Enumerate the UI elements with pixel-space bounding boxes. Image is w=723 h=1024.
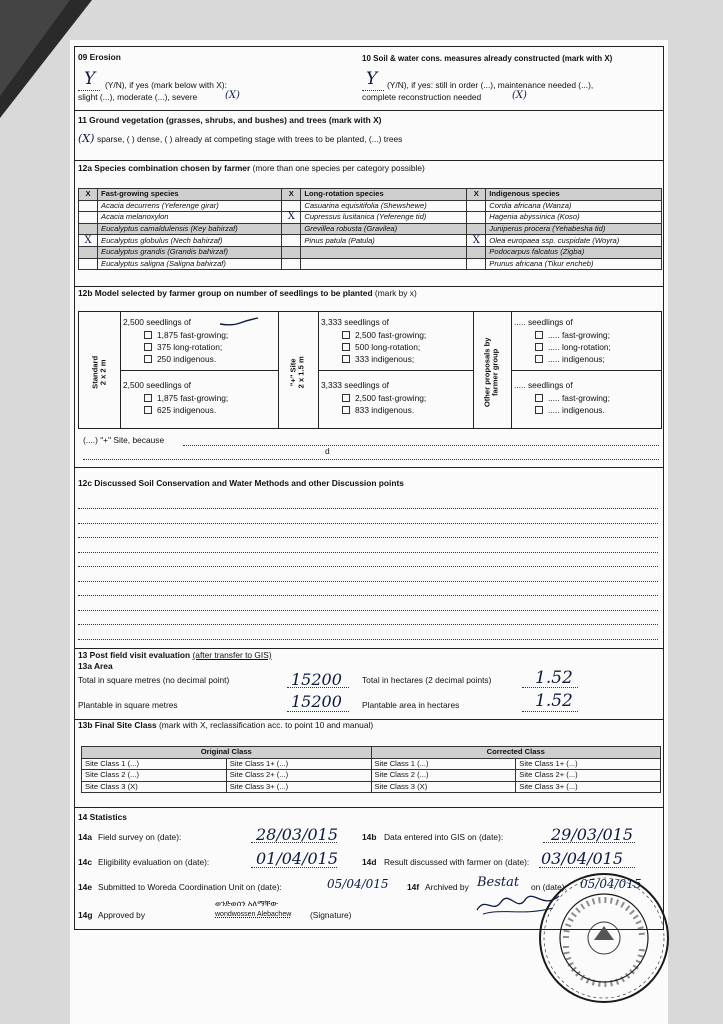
ground-vegetation-title: 11 Ground vegetation (grasses, shrubs, and bushes) and trees (mark with X) [78, 115, 382, 125]
model-other-options [511, 312, 661, 428]
erosion-yn-value: Y [84, 69, 96, 89]
discussion-line[interactable] [78, 508, 658, 509]
stat-b-label: Data entered into GIS on (date): [384, 832, 504, 842]
species-long-name: Pinus patula (Patula) [301, 235, 467, 247]
area-title: 13a Area [78, 661, 113, 671]
post-field-title-line: 13 Post field visit evaluation (after transfer to GIS) [78, 650, 272, 660]
ground-vegetation-options: sparse, ( ) dense, ( ) already at competing stage with trees to be planted, (...) trees [97, 134, 403, 144]
species-mark-long[interactable] [282, 258, 301, 270]
species-fast-name: Eucalyptus grandis (Grandis bahirzaf) [98, 246, 282, 258]
std-b-line1[interactable]: 1,875 fast-growing; [144, 394, 228, 404]
signature-label: (Signature) [310, 910, 352, 920]
statistics-title: 14 Statistics [78, 812, 127, 822]
species-mark-indigenous[interactable] [467, 246, 486, 258]
species-mark-fast[interactable]: X [79, 235, 98, 247]
model-because-label: (....) "+" Site, because [83, 435, 165, 445]
site-class-row [82, 781, 661, 793]
discussion-line[interactable] [78, 581, 658, 582]
stat-b-code: 14b [362, 832, 377, 842]
species-mark-fast[interactable] [79, 258, 98, 270]
species-mark-fast[interactable] [79, 246, 98, 258]
model-because-line-2[interactable] [83, 459, 659, 460]
original-site-class-cell[interactable]: Site Class 1 (...) [82, 758, 227, 770]
std-a-line3[interactable]: 250 indigenous. [144, 355, 216, 365]
species-fast-name: Eucalyptus globulus (Nech bahirzaf) [98, 235, 282, 247]
original-site-class-cell[interactable]: Site Class 3 (X) [82, 781, 227, 793]
original-site-class-cell[interactable]: Site Class 2 (...) [82, 770, 227, 782]
species-mark-indigenous[interactable]: X [467, 235, 486, 247]
stat-a-code: 14a [78, 832, 92, 842]
plantable-ha-label: Plantable area in hectares [362, 700, 460, 710]
model-standard-col [79, 312, 121, 428]
stat-e-code: 14e [78, 882, 92, 892]
plantable-sqm-value: 15200 [291, 692, 342, 711]
model-site-col [278, 312, 319, 428]
model-site-label: "+" Site 2 x 1.5 m [288, 356, 306, 389]
model-because-line[interactable] [183, 445, 659, 446]
species-mark-fast[interactable] [79, 223, 98, 235]
model-standard-options [120, 312, 279, 428]
stat-b-value: 29/03/015 [551, 825, 634, 844]
species-indigenous-name: Podocarpus falcatus (Zigba) [486, 246, 662, 258]
other-b-line2[interactable]: ..... indigenous. [535, 406, 605, 416]
stat-f-code: 14f [407, 882, 420, 892]
section-discussion [75, 467, 663, 647]
species-mark-long[interactable] [282, 235, 301, 247]
stat-g-label: Approved by [98, 910, 146, 920]
approver-amharic-name: ወንድወሰን አለማቸው [215, 899, 278, 908]
approver-name: wondwossen Alebachew [215, 911, 292, 918]
stat-f-name: Bestat [477, 875, 520, 890]
soil-water-line2: complete reconstruction needed [362, 92, 482, 102]
species-mark-long[interactable] [282, 200, 301, 212]
species-long-name: Grevillea robusta (Gravilea) [301, 223, 467, 235]
section-site-class [75, 719, 663, 806]
model-other-label: Other proposals by farmer group [482, 337, 500, 408]
species-indigenous-name: Cordia africana (Wanza) [486, 200, 662, 212]
species-indigenous-name: Hagenia abyssinica (Koso) [486, 212, 662, 224]
species-header-indigenous: Indigenous species [486, 189, 662, 201]
other-a-head: ..... seedlings of [514, 317, 573, 327]
soil-water-line1: (Y/N), if yes: still in order (...), maintenance needed (...), [387, 80, 594, 90]
species-long-name [301, 246, 467, 258]
species-mark-indigenous[interactable] [467, 258, 486, 270]
discussion-line[interactable] [78, 537, 658, 538]
species-mark-long[interactable]: X [282, 212, 301, 224]
other-a-line1[interactable]: ..... fast-growing; [535, 331, 610, 341]
soil-water-yn-value: Y [366, 69, 378, 89]
ground-vegetation-mark: (X) [78, 132, 95, 145]
plantable-sqm-label: Plantable in square metres [78, 700, 178, 710]
site-class-row [82, 770, 661, 782]
site-class-table [81, 746, 661, 793]
total-sqm-label: Total in square metres (no decimal point) [78, 675, 230, 685]
stat-g-code: 14g [78, 910, 93, 920]
discussion-line[interactable] [78, 624, 658, 625]
corrected-site-class-cell[interactable]: Site Class 3 (X) [371, 781, 516, 793]
erosion-title: 09 Erosion [78, 52, 121, 62]
stat-f-value: 05/04/015 [580, 877, 642, 891]
erosion-severe-mark: (X) [225, 90, 240, 101]
form-page [74, 46, 664, 930]
species-mark-indigenous[interactable] [467, 200, 486, 212]
original-site-class-cell[interactable]: Site Class 1+ (...) [226, 758, 371, 770]
species-fast-name: Acacia decurrens (Yeferenge girar) [98, 200, 282, 212]
site-a-head: 3,333 seedlings of [321, 317, 389, 327]
soil-water-reconstruction-mark: (X) [512, 90, 527, 101]
model-grid [78, 311, 662, 429]
site-class-title-line: 13b Final Site Class (mark with X, reclassification acc. to point 10 and manual) [78, 720, 374, 730]
other-b-line1[interactable]: ..... fast-growing; [535, 394, 610, 404]
section-ground-vegetation [75, 110, 663, 159]
discussion-line[interactable] [78, 566, 658, 567]
std-b-line2[interactable]: 625 indigenous. [144, 406, 216, 416]
official-seal-icon [536, 870, 672, 1006]
discussion-line[interactable] [78, 610, 658, 611]
discussion-line[interactable] [78, 595, 658, 596]
corrected-site-class-cell[interactable]: Site Class 2 (...) [371, 770, 516, 782]
soil-water-title: 10 Soil & water cons. measures already constructed (mark with X) [362, 54, 613, 63]
site-b-line2[interactable]: 833 indigenous. [342, 406, 414, 416]
species-mark-indigenous[interactable] [467, 212, 486, 224]
corrected-site-class-cell[interactable]: Site Class 2+ (...) [516, 770, 661, 782]
site-class-row [82, 758, 661, 770]
species-long-name [301, 258, 467, 270]
original-site-class-cell[interactable]: Site Class 3+ (...) [226, 781, 371, 793]
corrected-class-header: Corrected Class [371, 747, 661, 759]
stat-c-code: 14c [78, 857, 92, 867]
species-row [79, 212, 662, 224]
section-model [75, 286, 663, 466]
species-header-long: Long-rotation species [301, 189, 467, 201]
std-a-head: 2,500 seedlings of [123, 317, 191, 327]
species-indigenous-name: Juniperus procera (Yehabesha tid) [486, 223, 662, 235]
species-mark-indigenous[interactable] [467, 223, 486, 235]
total-ha-value: 1.52 [535, 668, 573, 688]
erosion-line2: slight (...), moderate (...), severe [78, 92, 198, 102]
stat-d-value: 03/04/015 [541, 849, 624, 868]
model-standard-label: Standard 2 x 2 m [90, 355, 108, 389]
species-fast-name: Acacia melanoxylon [98, 212, 282, 224]
species-header-x1: X [79, 189, 98, 201]
species-mark-long[interactable] [282, 223, 301, 235]
model-title-line: 12b Model selected by farmer group on number of seedlings to be planted (mark by x) [78, 288, 417, 298]
species-header-x3: X [467, 189, 486, 201]
species-long-name: Casuarina equisitifolia (Shewshewe) [301, 200, 467, 212]
model-because-mark: d [325, 446, 330, 456]
other-a-line3[interactable]: ..... indigenous; [535, 355, 605, 365]
species-header-fast: Fast-growing species [98, 189, 282, 201]
stat-c-label: Eligibility evaluation on (date): [98, 857, 210, 867]
plantable-ha-value: 1.52 [535, 691, 573, 711]
model-site-options [318, 312, 474, 428]
stat-f-label: Archived by [425, 882, 469, 892]
species-long-name: Cupressus lusitanica (Yeferenge tid) [301, 212, 467, 224]
species-mark-fast[interactable] [79, 212, 98, 224]
other-a-line2[interactable]: ..... long-rotation; [535, 343, 611, 353]
stat-d-label: Result discussed with farmer on (date): [384, 857, 530, 867]
species-indigenous-name: Prunus africana (Tikur encheb) [486, 258, 662, 270]
std-a-check-mark [218, 316, 260, 328]
site-a-line3[interactable]: 333 indigenous; [342, 355, 414, 365]
species-table [78, 188, 662, 270]
section-post-field [75, 648, 663, 719]
std-a-line1[interactable]: 1,875 fast-growing; [144, 331, 228, 341]
stat-a-value: 28/03/015 [256, 825, 339, 844]
discussion-title: 12c Discussed Soil Conservation and Water Methods and other Discussion points [78, 478, 404, 488]
stat-e-label: Submitted to Woreda Coordination Unit on (date): [98, 882, 282, 892]
discussion-line[interactable] [78, 639, 658, 640]
other-b-head: ..... seedlings of [514, 380, 573, 390]
species-row [79, 200, 662, 212]
corrected-site-class-cell[interactable]: Site Class 1 (...) [371, 758, 516, 770]
species-title-line: 12a Species combination chosen by farmer (more than one species per category possible) [78, 163, 425, 173]
species-row [79, 246, 662, 258]
site-b-line1[interactable]: 2,500 fast-growing; [342, 394, 426, 404]
stat-f-on: on (date): [531, 882, 567, 892]
stat-c-value: 01/04/015 [256, 849, 339, 868]
original-site-class-cell[interactable]: Site Class 2+ (...) [226, 770, 371, 782]
stat-a-label: Field survey on (date): [98, 832, 182, 842]
site-b-head: 3,333 seedlings of [321, 380, 389, 390]
total-sqm-value: 15200 [291, 670, 342, 689]
std-b-head: 2,500 seedlings of [123, 380, 191, 390]
site-a-line1[interactable]: 2,500 fast-growing; [342, 331, 426, 341]
species-header-x2: X [282, 189, 301, 201]
discussion-line[interactable] [78, 552, 658, 553]
species-row [79, 235, 662, 247]
total-ha-label: Total in hectares (2 decimal points) [362, 675, 492, 685]
erosion-line1: (Y/N), if yes (mark below with X): [105, 80, 227, 90]
species-fast-name: Eucalyptus saligna (Saligna bahirzaf) [98, 258, 282, 270]
species-indigenous-name: Olea europaea ssp. cuspidate (Woyra) [486, 235, 662, 247]
species-row [79, 223, 662, 235]
model-other-col [473, 312, 512, 428]
species-row [79, 258, 662, 270]
corrected-site-class-cell[interactable]: Site Class 3+ (...) [516, 781, 661, 793]
stat-e-value: 05/04/015 [327, 877, 389, 891]
stat-d-code: 14d [362, 857, 377, 867]
std-a-line2[interactable]: 375 long-rotation; [144, 343, 222, 353]
section-species [75, 160, 663, 285]
species-mark-long[interactable] [282, 246, 301, 258]
species-fast-name: Eucalyptus camaldulensis (Key bahirzaf) [98, 223, 282, 235]
species-mark-fast[interactable] [79, 200, 98, 212]
corrected-site-class-cell[interactable]: Site Class 1+ (...) [516, 758, 661, 770]
original-class-header: Original Class [82, 747, 372, 759]
site-a-line2[interactable]: 500 long-rotation; [342, 343, 420, 353]
discussion-line[interactable] [78, 523, 658, 524]
